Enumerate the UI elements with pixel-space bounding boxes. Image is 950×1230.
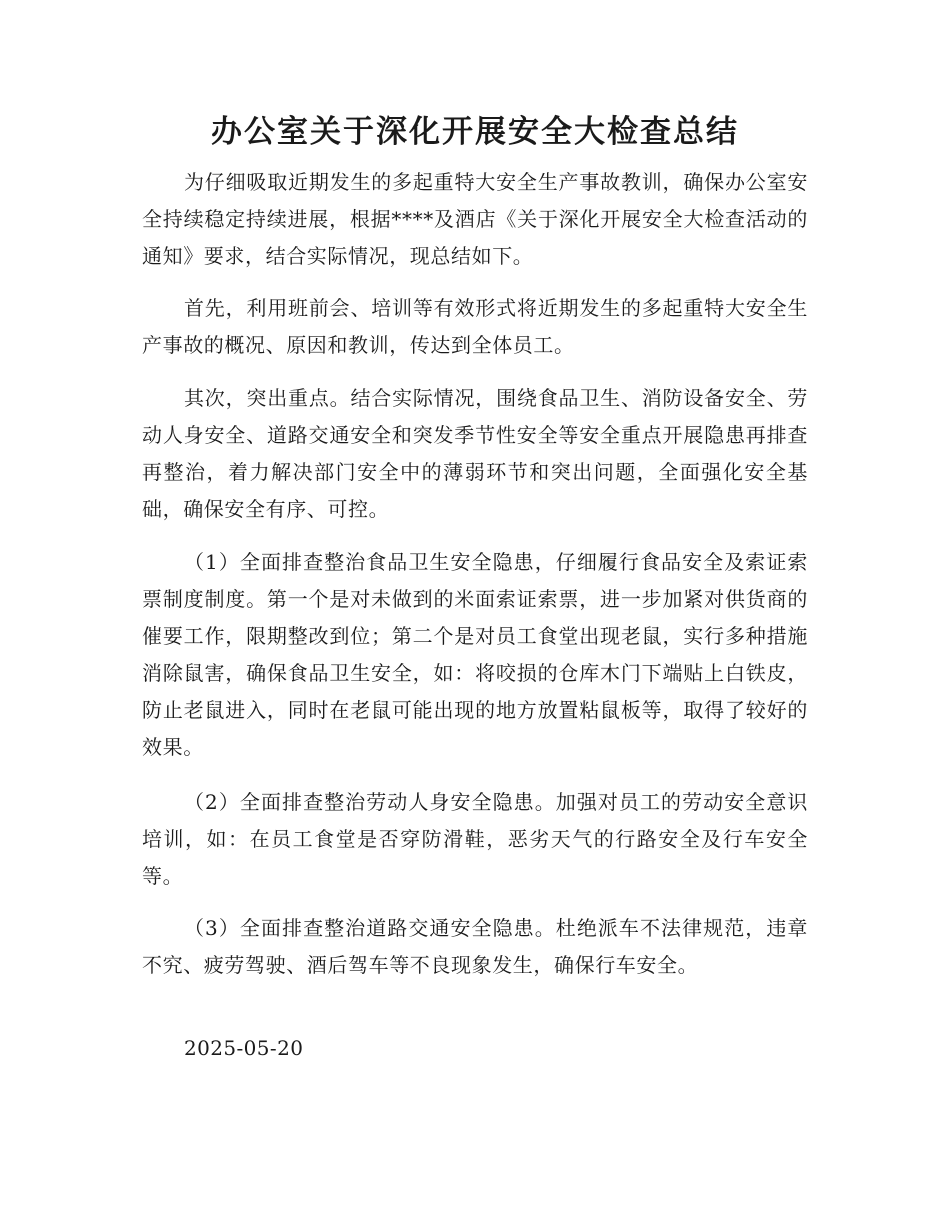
paragraph-item-3: （3）全面排查整治道路交通安全隐患。杜绝派车不法律规范，违章不究、疲劳驾驶、酒后驾车等不良现象发生，确保行车安全。: [142, 916, 808, 977]
document-title: 办公室关于深化开展安全大检查总结: [211, 114, 739, 150]
document-date: 2025-05-20: [184, 1036, 304, 1060]
paragraph-first: 首先，利用班前会、培训等有效形式将近期发生的多起重特大安全生产事故的概况、原因和教训，传达到全体员工。: [142, 296, 808, 357]
paragraph-item-1: （1）全面排查整治食品卫生安全隐患，仔细履行食品安全及索证索票制度制度。第一个是对未做到的米面索证索票，进一步加紧对供货商的催要工作，限期整改到位；第二个是对员工食堂出现老鼠，实行多种措施消除鼠害，确保食品卫生安全，如：将咬损的仓库木门下端贴上白铁皮，防止老鼠进入，同时在老鼠可能出现的地方放置粘鼠板等，取得了较好的效果。: [142, 550, 808, 759]
paragraph-intro: 为仔细吸取近期发生的多起重特大安全生产事故教训，确保办公室安全持续稳定持续进展，根据****及酒店《关于深化开展安全大检查活动的通知》要求，结合实际情况，现总结如下。: [142, 170, 808, 268]
paragraph-second: 其次，突出重点。结合实际情况，围绕食品卫生、消防设备安全、劳动人身安全、道路交通安全和突发季节性安全等安全重点开展隐患再排查再整治，着力解决部门安全中的薄弱环节和突出问题，全面强化安全基础，确保安全有序、可控。: [142, 386, 808, 521]
paragraph-item-2: （2）全面排查整治劳动人身安全隐患。加强对员工的劳动安全意识培训，如：在员工食堂是否穿防滑鞋，恶劣天气的行路安全及行车安全等。: [142, 790, 808, 888]
